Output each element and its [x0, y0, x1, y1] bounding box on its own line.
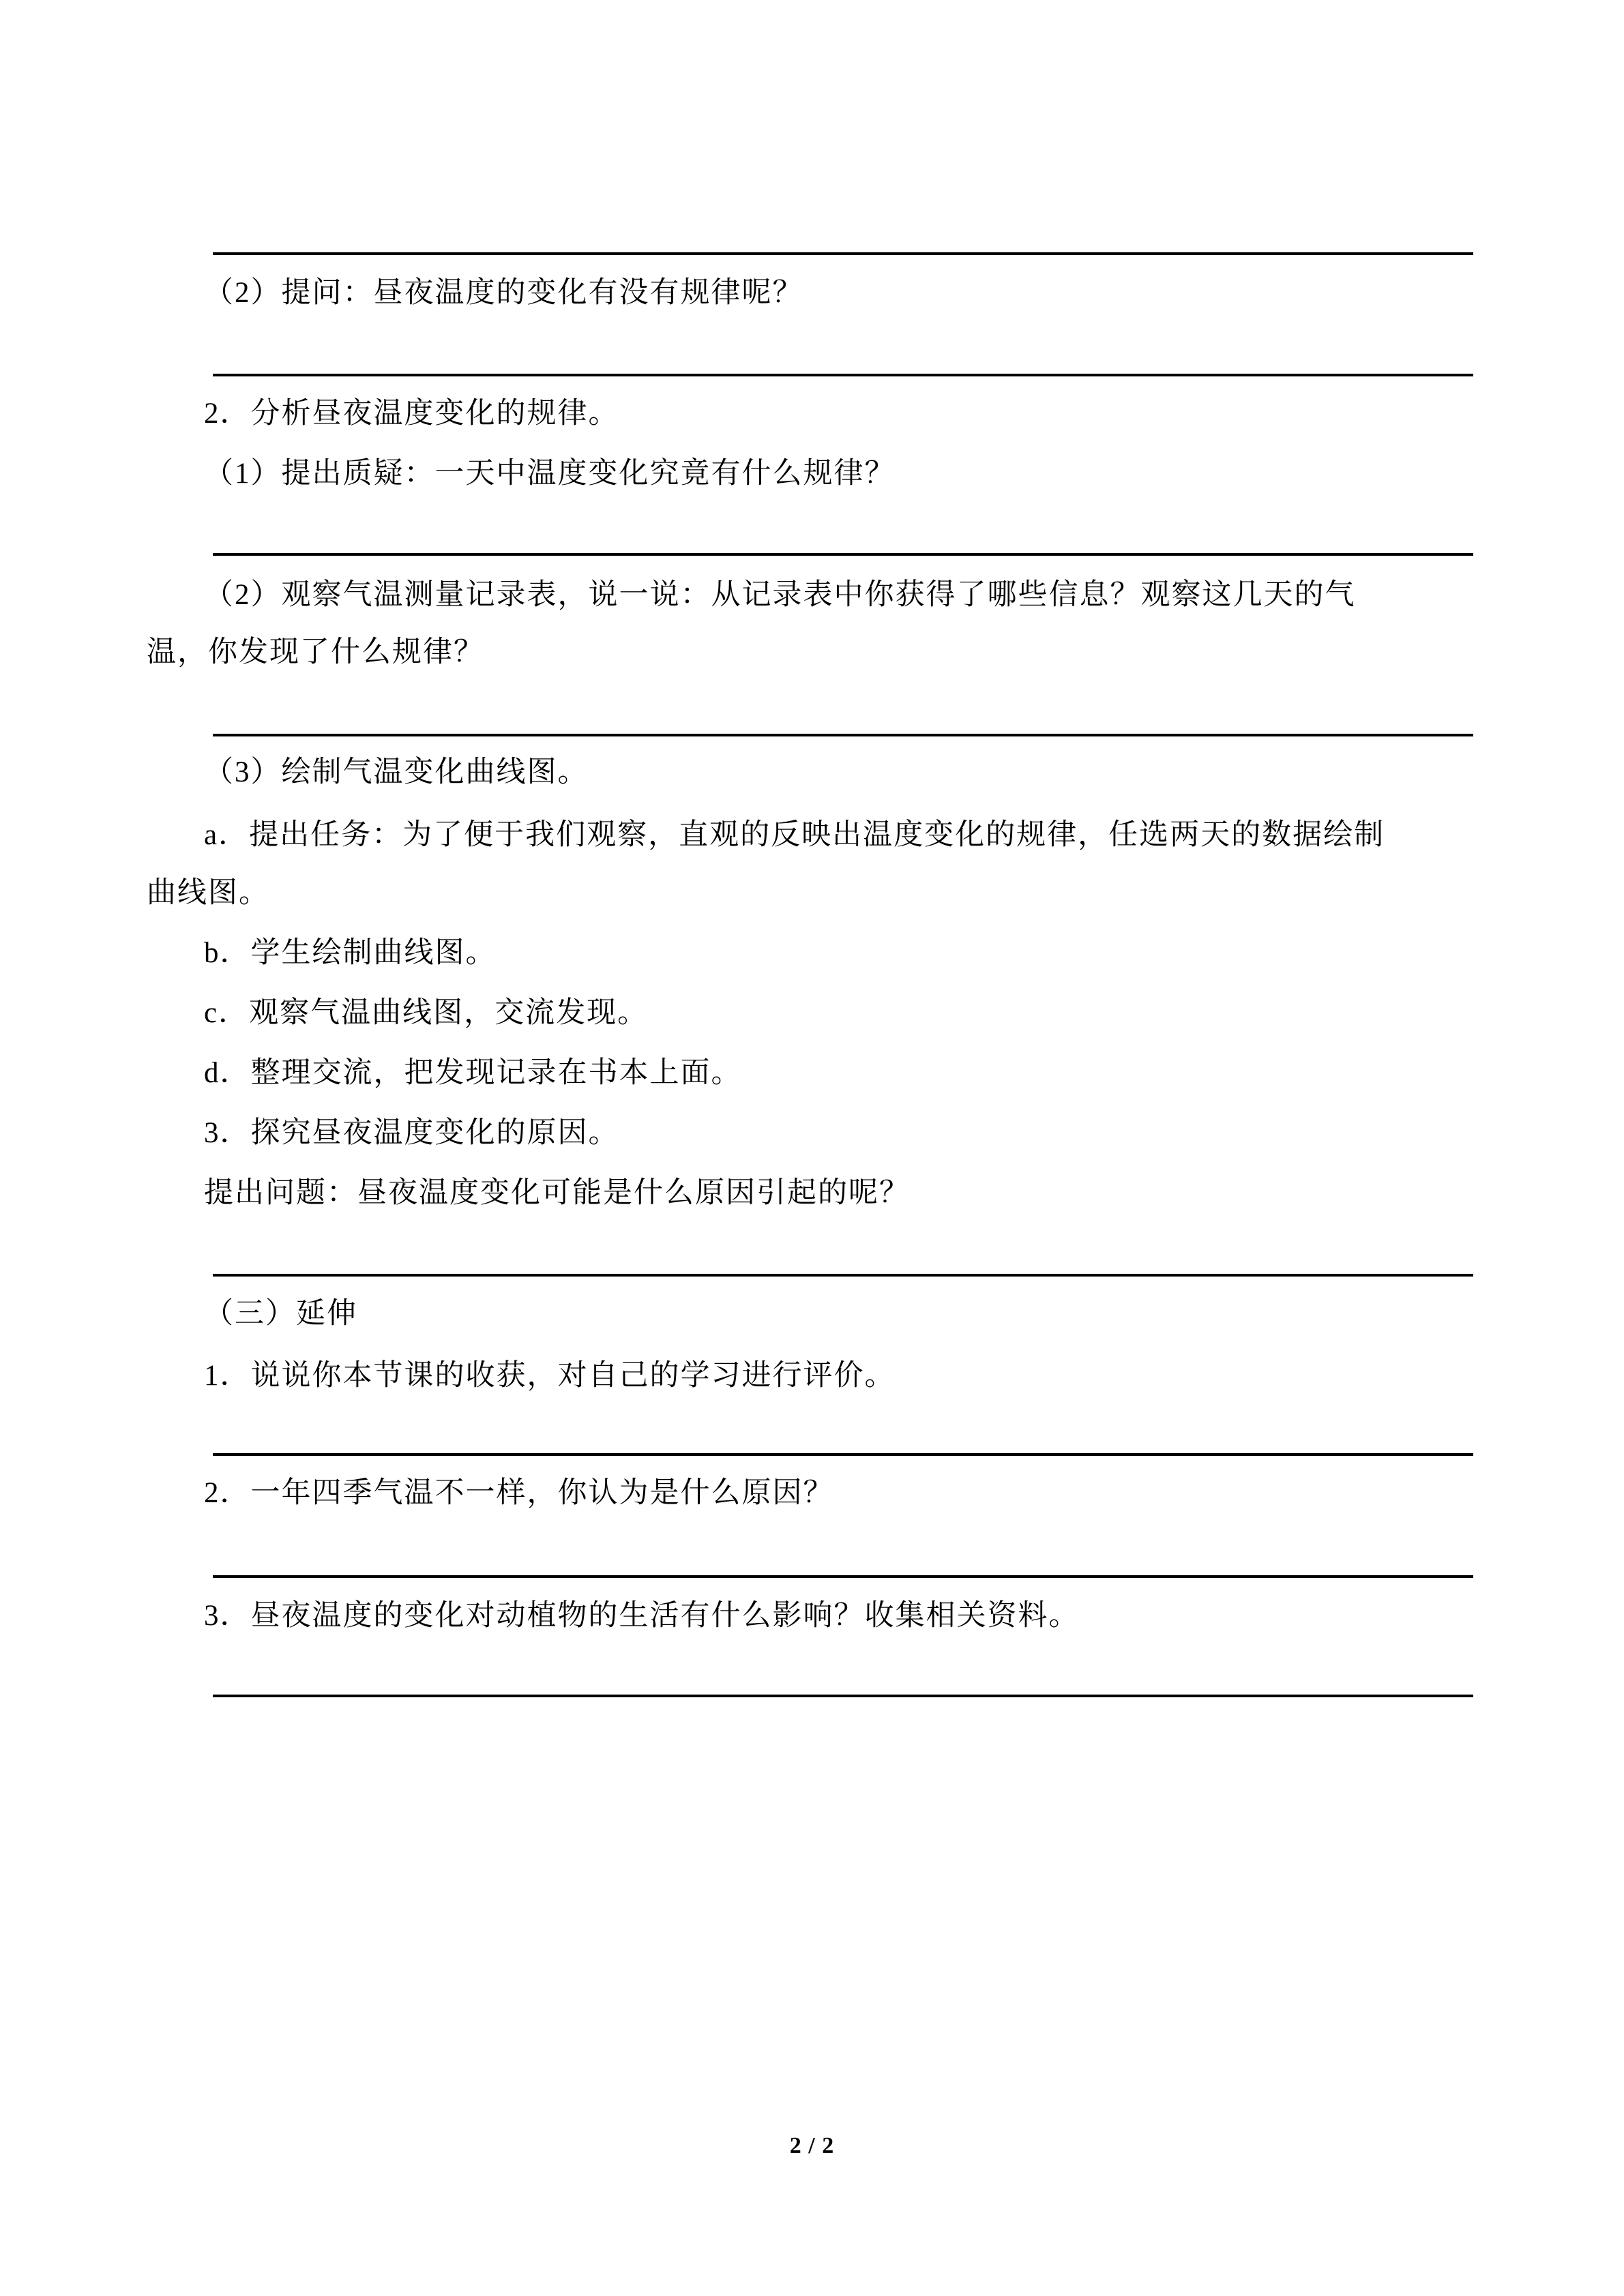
- horizontal-rule: [213, 1695, 1473, 1697]
- text-line: 1．说说你本节课的收获，对自己的学习进行评价。: [204, 1360, 896, 1392]
- text-line: 提出问题：昼夜温度变化可能是什么原因引起的呢？: [204, 1177, 910, 1209]
- text-line: （3）绘制气温变化曲线图。: [204, 756, 589, 788]
- horizontal-rule: [213, 1575, 1473, 1578]
- text-line: 3．昼夜温度的变化对动植物的生活有什么影响？收集相关资料。: [204, 1600, 1080, 1632]
- text-line: c．观察气温曲线图，交流发现。: [204, 997, 649, 1029]
- horizontal-rule: [213, 1274, 1473, 1277]
- text-line: a．提出任务：为了便于我们观察，直观的反映出温度变化的规律，任选两天的数据绘制: [204, 819, 1385, 851]
- text-line: （2）提问：昼夜温度的变化有没有规律呢？: [204, 277, 803, 309]
- text-line: （三）延伸: [204, 1298, 357, 1330]
- page-number: 2 / 2: [789, 2133, 835, 2158]
- horizontal-rule: [213, 734, 1473, 736]
- text-line: （1）提出质疑：一天中温度变化究竟有什么规律？: [204, 458, 896, 490]
- text-line: 2．一年四季气温不一样，你认为是什么原因？: [204, 1477, 834, 1509]
- horizontal-rule: [213, 374, 1473, 376]
- text-line: 3．探究昼夜温度变化的原因。: [204, 1117, 619, 1149]
- text-line: d．整理交流，把发现记录在书本上面。: [204, 1057, 742, 1089]
- horizontal-rule: [213, 252, 1473, 255]
- text-line: b．学生绘制曲线图。: [204, 937, 497, 969]
- horizontal-rule: [213, 1453, 1473, 1456]
- text-line: 2．分析昼夜温度变化的规律。: [204, 398, 619, 430]
- horizontal-rule: [213, 553, 1473, 556]
- text-line: （2）观察气温测量记录表，说一说：从记录表中你获得了哪些信息？观察这几天的气: [204, 579, 1356, 611]
- text-line: 温，你发现了什么规律？: [147, 636, 484, 668]
- text-line: 曲线图。: [147, 877, 269, 909]
